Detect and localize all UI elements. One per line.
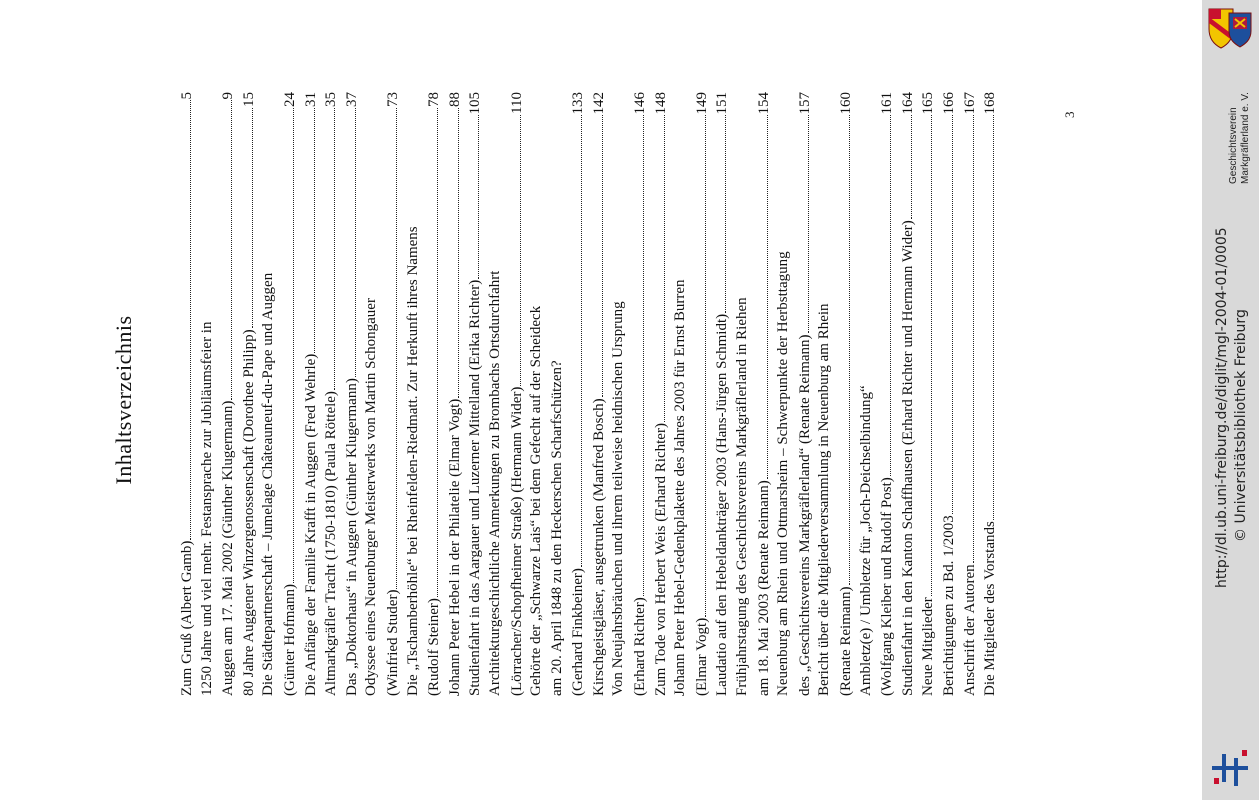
toc-entry-text: (Elmar Vogt) — [693, 617, 710, 696]
dot-leader — [217, 101, 232, 400]
dot-leader — [897, 116, 912, 220]
dot-leader — [794, 116, 809, 334]
toc-entry — [423, 92, 444, 696]
dot-leader — [176, 101, 191, 540]
toc-entry-text: am 18. Mai 2003 (Renate Reimann) — [755, 480, 772, 696]
dot-leader — [341, 108, 356, 377]
toc-entry-page: 154 — [755, 92, 772, 115]
toc-entry — [876, 92, 897, 696]
toc-entry — [464, 92, 485, 696]
dot-leader — [629, 116, 644, 597]
dot-leader — [959, 116, 974, 564]
toc-entry — [300, 92, 321, 696]
dot-leader — [979, 116, 994, 521]
toc-entry-text: Das „Doktorhaus“ in Auggen (Günther Klugermann) — [343, 378, 360, 696]
toc-entry — [794, 92, 815, 696]
toc-entry — [217, 92, 238, 696]
toc-entry-text: (Winfried Studer) — [384, 589, 401, 696]
toc-entry — [485, 92, 506, 696]
toc-entry-page: 157 — [796, 92, 813, 115]
toc-entry-page: 15 — [240, 92, 257, 107]
toc-entry — [917, 92, 938, 696]
toc-entry-text: Von Neujahrsbräuchen und ihrem teilweise heidnischen Ursprung — [610, 301, 627, 696]
toc-entry-text: Zum Gruß (Albert Gamb) — [179, 540, 195, 696]
toc-entry-page: 37 — [343, 92, 360, 107]
toc-entry-text: Die Städtepartnerschaft – Jumelage Châteauneuf-du-Pape und Auggen — [260, 272, 277, 696]
toc-entry-text: Ambletz(e) / Umbletze für „Joch-Deichselbindung“ — [857, 385, 874, 696]
toc-entry — [197, 92, 218, 696]
toc-entry-text: (Rudolf Steiner) — [426, 598, 443, 696]
toc-entry-text: Anschrift der Autoren — [961, 564, 978, 696]
toc-entry — [959, 92, 980, 696]
toc-entry-page: 161 — [879, 92, 896, 115]
toc-entry-text: Frühjahrstagung des Geschichtsvereins Markgräflerland in Riehen — [734, 297, 751, 696]
toc-entry — [608, 92, 629, 696]
toc-entry-page: 167 — [961, 92, 978, 115]
toc-entry — [650, 92, 671, 696]
dot-leader — [917, 116, 932, 597]
dot-leader — [423, 108, 438, 597]
toc-entry-page: 164 — [899, 92, 916, 115]
coat-of-arms-logo — [1207, 7, 1253, 49]
dot-leader — [753, 116, 768, 480]
toc-entry — [320, 92, 341, 696]
toc-entry-page: 35 — [323, 92, 340, 107]
toc-entry-text: Die Anfänge der Familie Krafft in Auggen (Fred Wehrle) — [302, 353, 319, 696]
copyright-notice: © Universitätsbibliothek Freiburg — [1233, 309, 1249, 542]
toc-list — [176, 92, 1000, 696]
toc-entry — [773, 92, 794, 696]
toc-entry — [814, 92, 835, 696]
toc-entry-text: Altmarkgräfler Tracht (1750-1810) (Paula Röttele) — [323, 391, 340, 696]
toc-entry-page: 149 — [693, 92, 710, 115]
toc-entry-text: Studienfahrt in den Kanton Schaffhausen (Erhard Richter und Hermann Wider) — [899, 220, 916, 696]
university-library-logo — [1208, 748, 1252, 788]
toc-entry — [176, 92, 197, 696]
dot-leader — [650, 116, 665, 423]
toc-entry-text: Architekturgeschichtliche Anmerkungen zu Brombachs Ortsdurchfahrt — [486, 270, 503, 696]
toc-entry-page: 142 — [590, 92, 607, 115]
society-name-line2: Markgräflerland e. V. — [1240, 92, 1251, 184]
toc-entry-text: (Renate Reimann) — [838, 586, 854, 696]
toc-entry-page: 168 — [982, 92, 999, 115]
dot-leader — [506, 115, 521, 386]
toc-entry-text: (Gerhard Finkbeiner) — [570, 568, 587, 696]
toc-entry-page: 78 — [426, 92, 443, 107]
toc-entry-text: des „Geschichtsvereins Markgräflerland“ (Renate Reimann) — [796, 334, 813, 696]
toc-entry-page: 105 — [467, 92, 484, 115]
toc-entry-page: 24 — [281, 92, 298, 107]
toc-entry-page: 146 — [632, 92, 649, 115]
dot-leader — [711, 116, 726, 313]
toc-entry-text: 80 Jahre Auggener Winzergenossenschaft (Dorothee Philipp) — [240, 329, 257, 696]
toc-entry-page: 31 — [302, 92, 319, 107]
toc-entry-text: Johann Peter Hebel in der Philatelie (Elmar Vogt) — [446, 398, 463, 696]
toc-title: Inhaltsverzeichnis — [111, 315, 136, 485]
toc-entry — [753, 92, 774, 696]
toc-entry-text: (Wolfgang Kleiber und Rudolf Post) — [879, 477, 896, 696]
toc-entry-page: 110 — [508, 92, 525, 114]
toc-entry — [238, 92, 259, 696]
toc-entry-text: (Lörracher/Schopfheimer Straße) (Hermann Wider) — [508, 386, 525, 696]
dot-leader — [835, 116, 850, 586]
permalink-url[interactable]: http://dl.ub.uni-freiburg.de/diglit/mgl-2004-01/0005 — [1214, 227, 1230, 588]
toc-entry-page: 5 — [179, 92, 195, 100]
toc-entry — [732, 92, 753, 696]
toc-entry — [403, 92, 424, 696]
toc-entry-text: Bericht über die Mitgliederversammlung in Neuenburg am Rhein — [816, 303, 833, 696]
toc-entry — [547, 92, 568, 696]
toc-entry-text: Neuenburg am Rhein und Ottmarsheim – Schwerpunkte der Herbsttagung — [775, 251, 792, 696]
toc-entry — [341, 92, 362, 696]
toc-entry — [979, 92, 1000, 696]
toc-entry-page: 151 — [714, 92, 731, 115]
page-number: 3 — [1062, 111, 1077, 118]
dot-leader — [691, 116, 706, 617]
toc-entry-text: Studienfahrt in das Aargauer und Luzerner Mittelland (Erika Richter) — [467, 279, 484, 696]
toc-entry-text: 1250 Jahre und viel mehr. Festansprache zur Jubiläumsfeier in — [198, 321, 215, 696]
dot-leader — [320, 108, 335, 390]
society-name-line1: Geschichtsverein — [1228, 107, 1239, 184]
toc-entry — [279, 92, 300, 696]
toc-entry-text: Die Mitglieder des Vorstands — [982, 521, 999, 696]
toc-entry-text: Odyssee eines Neuenburger Meisterwerks von Martin Schongauer — [363, 298, 380, 696]
toc-entry-page: 9 — [220, 92, 237, 100]
toc-entry — [526, 92, 547, 696]
toc-entry-text: Gehörte der „Schwarze Lais“ bei dem Gefecht auf der Scheideck — [528, 305, 545, 696]
toc-entry — [938, 92, 959, 696]
dot-leader — [279, 108, 294, 583]
toc-entry — [670, 92, 691, 696]
toc-entry — [856, 92, 877, 696]
toc-entry-text: Berichtigungen zu Bd. 1/2003 — [940, 515, 957, 696]
dot-leader — [876, 116, 891, 477]
toc-entry-text: (Erhard Richter) — [632, 597, 649, 696]
dot-leader — [938, 116, 953, 515]
toc-entry — [897, 92, 918, 696]
toc-entry — [588, 92, 609, 696]
toc-entry — [382, 92, 403, 696]
toc-entry-page: 73 — [384, 92, 401, 107]
dot-leader — [238, 108, 253, 328]
toc-entry-text: Neue Mitglieder — [920, 597, 937, 696]
toc-entry — [629, 92, 650, 696]
toc-entry-text: Kirschgeistgläser, ausgetrunken (Manfred Bosch) — [590, 398, 607, 696]
toc-entry-page: 166 — [940, 92, 957, 115]
toc-entry — [506, 92, 527, 696]
toc-entry — [567, 92, 588, 696]
toc-entry-page: 160 — [838, 92, 854, 115]
toc-entry — [691, 92, 712, 696]
toc-entry-text: Laudatio auf den Hebeldankträger 2003 (Hans-Jürgen Schmidt) — [714, 313, 731, 696]
toc-entry — [711, 92, 732, 696]
toc-entry-text: am 20. April 1848 zu den Heckerschen Scharfschützen? — [548, 360, 565, 696]
toc-entry — [258, 92, 279, 696]
dot-leader — [464, 116, 479, 279]
toc-entry-text: Johann Peter Hebel-Gedenkplakette des Jahres 2003 für Ernst Burren — [672, 279, 689, 696]
toc-entry-text: Zum Tode von Herbert Weis (Erhard Richter) — [652, 423, 669, 696]
dot-leader — [382, 108, 397, 589]
toc-entry-page: 88 — [446, 92, 463, 107]
toc-entry-text: Auggen am 17. Mai 2002 (Günther Klugermann) — [220, 400, 237, 696]
toc-entry — [835, 92, 856, 696]
toc-entry — [361, 92, 382, 696]
toc-entry-page: 165 — [920, 92, 937, 115]
dot-leader — [300, 108, 315, 353]
dot-leader — [444, 108, 459, 398]
dot-leader — [588, 116, 603, 398]
toc-entry-page: 133 — [570, 92, 587, 115]
toc-entry-text: (Günter Hofmann) — [281, 583, 298, 696]
toc-entry-page: 148 — [652, 92, 669, 115]
toc-entry — [444, 92, 465, 696]
dot-leader — [567, 116, 582, 568]
toc-entry-text: Die „Tschamberhöhle“ bei Rheinfelden-Riedmatt. Zur Herkunft ihres Namens — [404, 226, 421, 696]
